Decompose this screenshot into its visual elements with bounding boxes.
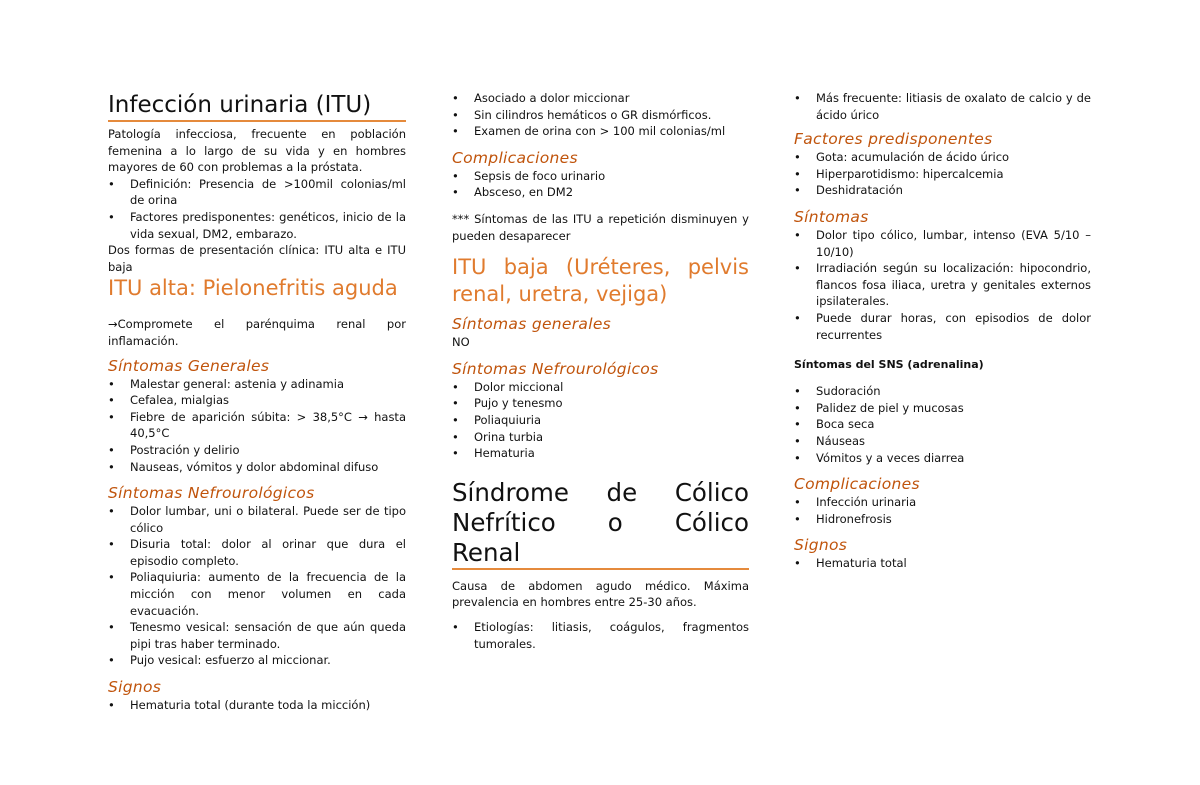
list-item: • Postración y delirio: [108, 442, 406, 459]
compromete-text: →Compromete el parénquima renal por inflamación.: [108, 317, 406, 348]
sns-heading: Síntomas del SNS (adrenalina): [794, 358, 984, 372]
sindrome-title-line-1: Síndrome de Cólico: [452, 477, 749, 507]
list-item: • Poliaquiuria: aumento de la frecuencia de la micción con menor volumen en cada evacuación.: [108, 569, 406, 619]
top-list: [452, 90, 749, 140]
sindrome-title-block: [452, 478, 749, 570]
list-item: • Poliaquiuria: [452, 412, 749, 429]
sintomas-nefro-list: [452, 379, 749, 462]
sintomas-nefro-list: [108, 503, 406, 669]
list-item: • Sepsis de foco urinario: [452, 168, 749, 185]
list-item: • Hidronefrosis: [794, 511, 1091, 528]
list-item: • Palidez de piel y mucosas: [794, 400, 1091, 417]
list-item: • Dolor lumbar, uni o bilateral. Puede ser de tipo cólico: [108, 503, 406, 536]
sindrome-title-line-3: Renal: [452, 537, 521, 567]
sindrome-title-line-2: Nefrítico o Cólico: [452, 507, 749, 537]
complicaciones-heading: Complicaciones: [452, 148, 578, 167]
list-item: • Sin cilindros hemáticos o GR dismórficos.: [452, 107, 749, 124]
list-item: • Vómitos y a veces diarrea: [794, 450, 1091, 467]
itu-baja-heading: ITU baja (Uréteres, pelvis renal, uretra, vejiga): [452, 255, 749, 307]
complicaciones-list: [794, 494, 1091, 527]
list-item: • Sudoración: [794, 383, 1091, 400]
list-item: • Irradiación según su localización: hipocondrio, flancos fosa iliaca, uretra y genitales externos ipsilaterales.: [794, 260, 1091, 310]
list-item: • Más frecuente: litiasis de oxalato de calcio y de ácido úrico: [794, 90, 1091, 123]
column-1: [108, 90, 406, 714]
column-2: [452, 90, 749, 652]
list-item: • Hematuria: [452, 445, 749, 462]
etiologias-list: [452, 619, 749, 652]
list-item: • Absceso, en DM2: [452, 184, 749, 201]
list-item: • Etiologías: litiasis, coágulos, fragmentos tumorales.: [452, 619, 749, 652]
list-item: • Náuseas: [794, 433, 1091, 450]
list-item: • Puede durar horas, con episodios de dolor recurrentes: [794, 310, 1091, 343]
list-item: • Hematuria total (durante toda la micción): [108, 697, 406, 714]
main-title-block: [108, 90, 406, 122]
list-item: • Hiperparotidismo: hipercalcemia: [794, 166, 1091, 183]
factores-heading: Factores predisponentes: [794, 130, 993, 149]
sintomas-generales-heading: Síntomas generales: [452, 315, 612, 334]
signos-list: [794, 555, 1091, 572]
list-item: • Examen de orina con > 100 mil colonias/ml: [452, 123, 749, 140]
causa-paragraph: Causa de abdomen agudo médico. Máxima prevalencia en hombres entre 25-30 años.: [452, 578, 749, 610]
signos-heading: Signos: [794, 536, 848, 555]
list-item: • Infección urinaria: [794, 494, 1091, 511]
sintomas-generales-list: [108, 376, 406, 476]
list-item: • Pujo y tenesmo: [452, 395, 749, 412]
list-item: • Nauseas, vómitos y dolor abdominal difuso: [108, 459, 406, 476]
presentation-forms: Dos formas de presentación clínica: ITU alta e ITU baja: [108, 243, 406, 274]
list-item: • Gota: acumulación de ácido úrico: [794, 149, 1091, 166]
sintomas-nefro-heading: Síntomas Nefrourológicos: [452, 359, 659, 378]
list-item: • Factores predisponentes: genéticos, inicio de la vida sexual, DM2, embarazo.: [108, 209, 406, 242]
signos-list: [108, 697, 406, 714]
sintomas-generales-text: NO: [452, 335, 470, 350]
list-item: • Asociado a dolor miccionar: [452, 90, 749, 107]
factores-list: [794, 149, 1091, 199]
sns-list: [794, 383, 1091, 466]
list-item: • Pujo vesical: esfuerzo al miccionar.: [108, 652, 406, 669]
list-item: • Definición: Presencia de >100mil colonias/ml de orina: [108, 176, 406, 209]
column-3: [794, 90, 1091, 572]
list-item: • Dolor miccional: [452, 379, 749, 396]
intro-list: [108, 176, 406, 242]
complicaciones-list: [452, 168, 749, 201]
signos-heading: Signos: [108, 678, 162, 697]
list-item: • Tenesmo vesical: sensación de que aún queda pipi tras haber terminado.: [108, 619, 406, 652]
list-item: • Fiebre de aparición súbita: > 38,5°C → hasta 40,5°C: [108, 409, 406, 442]
itu-alta-heading: ITU alta: Pielonefritis aguda: [108, 276, 398, 301]
complicaciones-heading: Complicaciones: [794, 475, 920, 494]
list-item: • Orina turbia: [452, 429, 749, 446]
sintomas-nefro-heading: Síntomas Nefrourológicos: [108, 484, 315, 503]
list-item: • Disuria total: dolor al orinar que dura el episodio completo.: [108, 536, 406, 569]
sintomas-list: [794, 227, 1091, 343]
list-item: • Hematuria total: [794, 555, 1091, 572]
repeticion-note: *** Síntomas de las ITU a repetición disminuyen y pueden desaparecer: [452, 211, 749, 243]
list-item: • Deshidratación: [794, 182, 1091, 199]
sintomas-heading: Síntomas: [794, 207, 869, 226]
sintomas-generales-heading: Síntomas Generales: [108, 356, 270, 375]
list-item: • Cefalea, mialgias: [108, 392, 406, 409]
main-title: Infección urinaria (ITU): [108, 92, 372, 118]
intro-paragraph: Patología infecciosa, frecuente en población femenina a lo largo de su vida y en hombres mayores de 60 con problemas a la próstata.: [108, 127, 406, 175]
list-item: • Boca seca: [794, 416, 1091, 433]
top-list: [794, 90, 1091, 123]
list-item: • Dolor tipo cólico, lumbar, intenso (EVA 5/10 – 10/10): [794, 227, 1091, 260]
list-item: • Malestar general: astenia y adinamia: [108, 376, 406, 393]
